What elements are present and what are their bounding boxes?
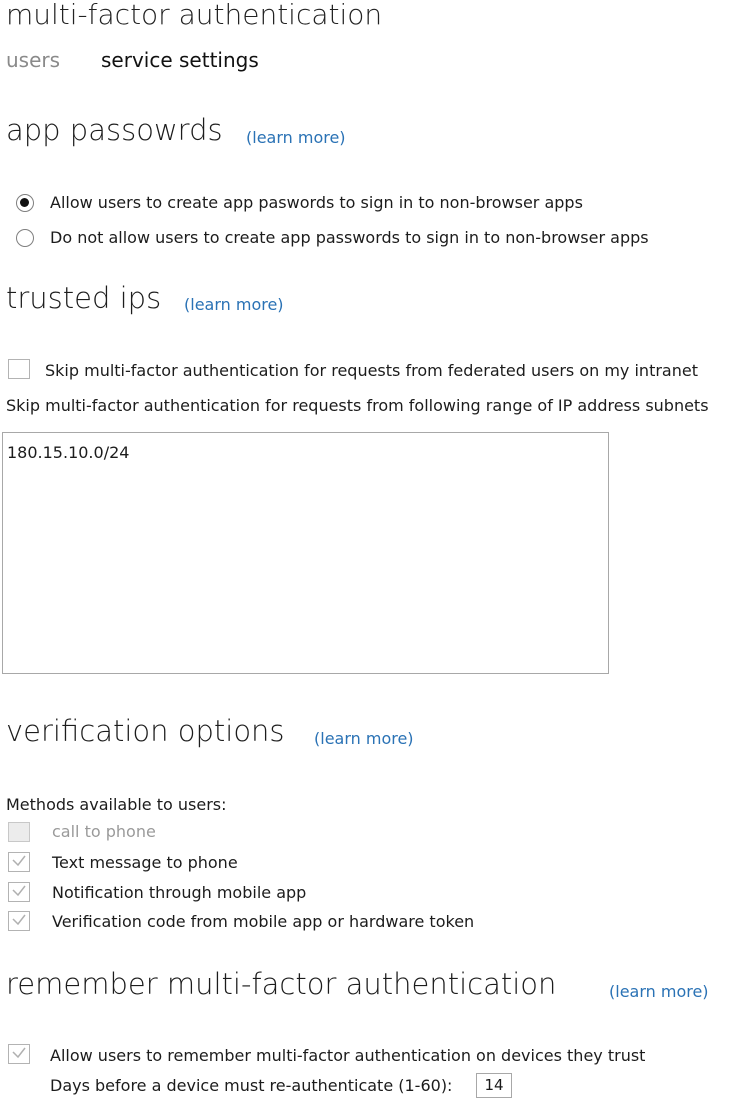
check-icon bbox=[11, 1046, 27, 1060]
check-icon bbox=[11, 913, 27, 927]
allow-app-passwords-radio[interactable] bbox=[16, 194, 34, 212]
call-to-phone-label: call to phone bbox=[52, 822, 156, 841]
verification-options-heading: verification options bbox=[6, 714, 285, 748]
remember-mfa-learn-more-link[interactable]: (learn more) bbox=[609, 982, 709, 1001]
methods-label: Methods available to users: bbox=[6, 795, 227, 814]
app-passwords-heading: app passowrds bbox=[6, 113, 223, 147]
skip-federated-checkbox[interactable] bbox=[8, 359, 30, 379]
trusted-ips-heading: trusted ips bbox=[6, 281, 162, 315]
remember-mfa-heading: remember multi-factor authentication bbox=[6, 967, 557, 1001]
trusted-ips-learn-more-link[interactable]: (learn more) bbox=[184, 295, 284, 314]
text-message-label: Text message to phone bbox=[52, 853, 238, 872]
days-input[interactable]: 14 bbox=[476, 1073, 512, 1098]
allow-remember-mfa-checkbox[interactable] bbox=[8, 1044, 30, 1064]
mobile-app-notification-label: Notification through mobile app bbox=[52, 883, 307, 902]
skip-federated-label: Skip multi-factor authentication for requests from federated users on my intranet bbox=[45, 361, 698, 380]
verification-code-label: Verification code from mobile app or hardware token bbox=[52, 912, 475, 931]
disallow-app-passwords-radio[interactable] bbox=[16, 229, 34, 247]
tab-users[interactable]: users bbox=[6, 48, 61, 72]
text-message-checkbox[interactable] bbox=[8, 852, 30, 872]
page-title: multi-factor authentication bbox=[6, 0, 383, 31]
ip-subnets-textarea[interactable]: 180.15.10.0/24 bbox=[2, 432, 609, 674]
check-icon bbox=[11, 854, 27, 868]
tab-service-settings[interactable]: service settings bbox=[101, 48, 259, 72]
mobile-app-notification-checkbox[interactable] bbox=[8, 882, 30, 902]
verification-code-checkbox[interactable] bbox=[8, 911, 30, 931]
days-label: Days before a device must re-authenticate (1-60): bbox=[50, 1076, 453, 1095]
allow-remember-mfa-label: Allow users to remember multi-factor authentication on devices they trust bbox=[50, 1046, 646, 1065]
subnets-label: Skip multi-factor authentication for requests from following range of IP address subnets bbox=[6, 396, 709, 415]
allow-app-passwords-label: Allow users to create app paswords to sign in to non-browser apps bbox=[50, 193, 583, 212]
verification-options-learn-more-link[interactable]: (learn more) bbox=[314, 729, 414, 748]
check-icon bbox=[11, 884, 27, 898]
disallow-app-passwords-label: Do not allow users to create app passwords to sign in to non-browser apps bbox=[50, 228, 649, 247]
app-passwords-learn-more-link[interactable]: (learn more) bbox=[246, 128, 346, 147]
call-to-phone-checkbox bbox=[8, 822, 30, 842]
